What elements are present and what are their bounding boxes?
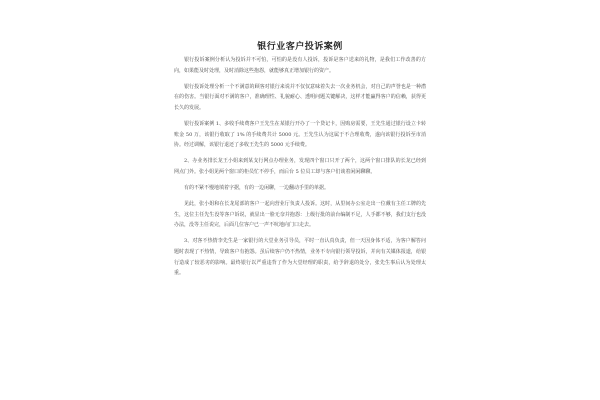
paragraph-case-3: 3、对客不热情李先生是一家银行的大堂业务引导员，平时一直认真负责，但一天因身体不适，为客户解答问题时表现了不热情，导致客户有抱怨。虽后续客户仍不热情，业务不专向银行领导投诉，并向有关媒体报道，给银行造成了较恶劣的影响。最终银行以严重违背了作为大堂经理的职责，给予辞退的处分，张先生事后认为处理太重。 — [174, 238, 426, 277]
document-title: 银行业客户投诉案例 — [257, 42, 343, 52]
document-body — [174, 55, 426, 284]
paragraph-analysis: 银行投诉处理分析一个不满意的顾客对银行来说并不仅仅意味着失去一次业务机会，对自己的声誉也是一种潜在的伤害。当银行面对不满的客户，准确理性、礼貌耐心、透明问题关键解决，这样才能赢得客户的信赖，获得更长久的发展。 — [174, 83, 426, 111]
paragraph-case-2-outcome: 见此，张小姐和在长龙尾部的客户一起向营业厅负责人投诉。这时，从里间办公室走出一位戴有主任工牌的先生，这位主任先生没等客户诉说，就显出一脸无奈并抱怨：上级行批的前台编制不足，人手都不够，我们支行也没办法，没等主任说完，后面几位客户已一声不吭地向门口走去。 — [174, 201, 426, 229]
paragraph-case-2: 2、办业务排长龙王小姐来到某支行网点办理业务，发现四个窗口只开了两个，这两个窗口排队的长龙已经到网点门外。张小姐见两个窗口的柜员忙不停手，而后台 5 位员工却与客户们谈着闲闲聊聊。 — [174, 158, 426, 175]
paragraph-case-2-detail: 有的不紧不慢地填着字据，有的一边闲聊，一边翻动手里的单据。 — [184, 184, 330, 191]
paragraph-intro: 银行投诉案例分析认为投诉并不可怕，可怕的是没有人投诉，投诉是客户送来的礼物，是我们工作改善的方向，如果能及时处理，及时消除这些抱怨，就能够真正增加银行的资产。 — [174, 57, 426, 74]
paragraph-case-1: 银行投诉案例 1、多收手续费客户王先生在某银行开办了一个贷记卡，因购房需要，王先生通过银行设立卡转账金 50 万，该银行收取了 1% 的手续费共计 5000 元。王先生认为这属于不合理收费，遂向该银行投诉至市消协。经过调解，该银行退还了多收王先生的 5000 元手续费。 — [174, 120, 426, 149]
